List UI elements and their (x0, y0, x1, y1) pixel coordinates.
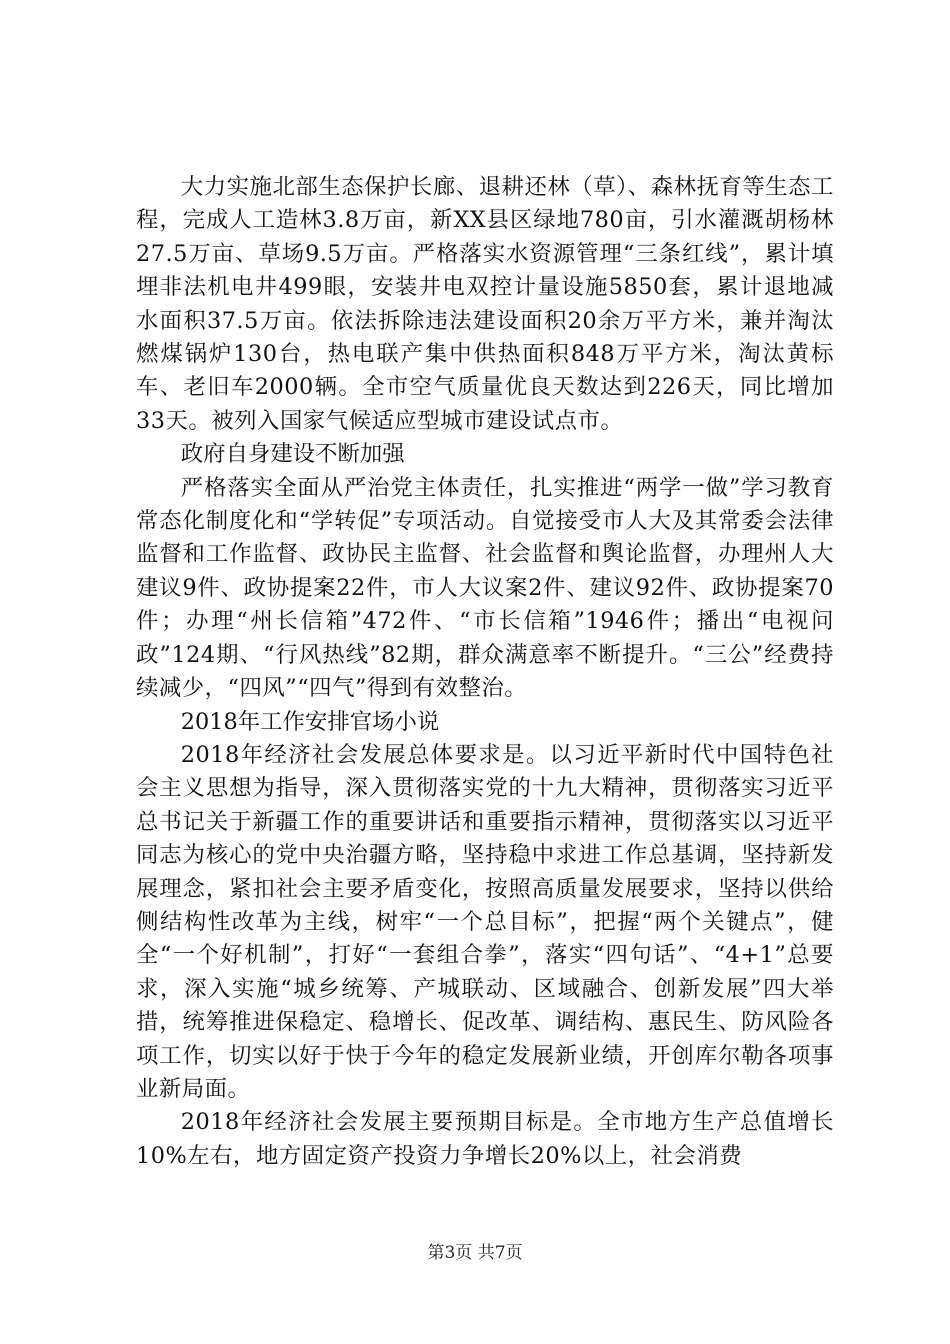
document-body (136, 171, 834, 1173)
paragraph-expected-targets: 2018年经济社会发展主要预期目标是。全市地方生产总值增长10%左右，地方固定资产投资力争增长20%以上，社会消费 (136, 1109, 834, 1169)
section-heading-government-building: 政府自身建设不断加强 (180, 441, 405, 468)
paragraph-ecology: 大力实施北部生态保护长廊、退耕还林（草）、森林抚育等生态工程，完成人工造林3.8万亩，新XX县区绿地780亩，引水灌溉胡杨林27.5万亩、草场9.5万亩。严格落实水资源管理“三条红线”，累计填埋非法机电井499眼，安装井电双控计量设施5850套，累计退地减水面积37.5万亩。依法拆除违法建设面积20余万平方米，兼并淘汰燃煤锅炉130台，热电联产集中供热面积848万平方米，淘汰黄标车、老旧车2000辆。全市空气质量优良天数达到226天，同比增加33天。被列入国家气候适应型城市建设试点市。 (136, 174, 834, 434)
paragraph-party-discipline: 严格落实全面从严治党主体责任，扎实推进“两学一做”学习教育常态化制度化和“学转促”专项活动。自觉接受市人大及其常委会法律监督和工作监督、政协民主监督、社会监督和舆论监督，办理州人大建议9件、政协提案22件，市人大议案2件、建议92件、政协提案70件；办理“州长信箱”472件、“市长信箱”1946件；播出“电视问政”124期、“行风热线”82期，群众满意率不断提升。“三公”经费持续减少，“四风”“四气”得到有效整治。 (136, 474, 834, 702)
section-heading-2018-plan: 2018年工作安排官场小说 (180, 708, 440, 735)
page-footer: 第3页 共7页 (427, 1243, 523, 1263)
paragraph-overall-requirements: 2018年经济社会发展总体要求是。以习近平新时代中国特色社会主义思想为指导，深入贯彻落实党的十九大精神，贯彻落实习近平总书记关于新疆工作的重要讲话和重要指示精神，贯彻落实以习近平同志为核心的党中央治疆方略，坚持稳中求进工作总基调，坚持新发展理念，紧扣社会主要矛盾变化，按照高质量发展要求，坚持以供给侧结构性改革为主线，树牢“一个总目标”，把握“两个关键点”，健全“一个好机制”，打好“一套组合拳”，落实“四句话”、“4+1”总要求，深入实施“城乡统筹、产城联动、区域融合、创新发展”四大举措，统筹推进保稳定、稳增长、促改革、调结构、惠民生、防风险各项工作，切实以好于快于今年的稳定发展新业绩，开创库尔勒各项事业新局面。 (136, 741, 834, 1102)
